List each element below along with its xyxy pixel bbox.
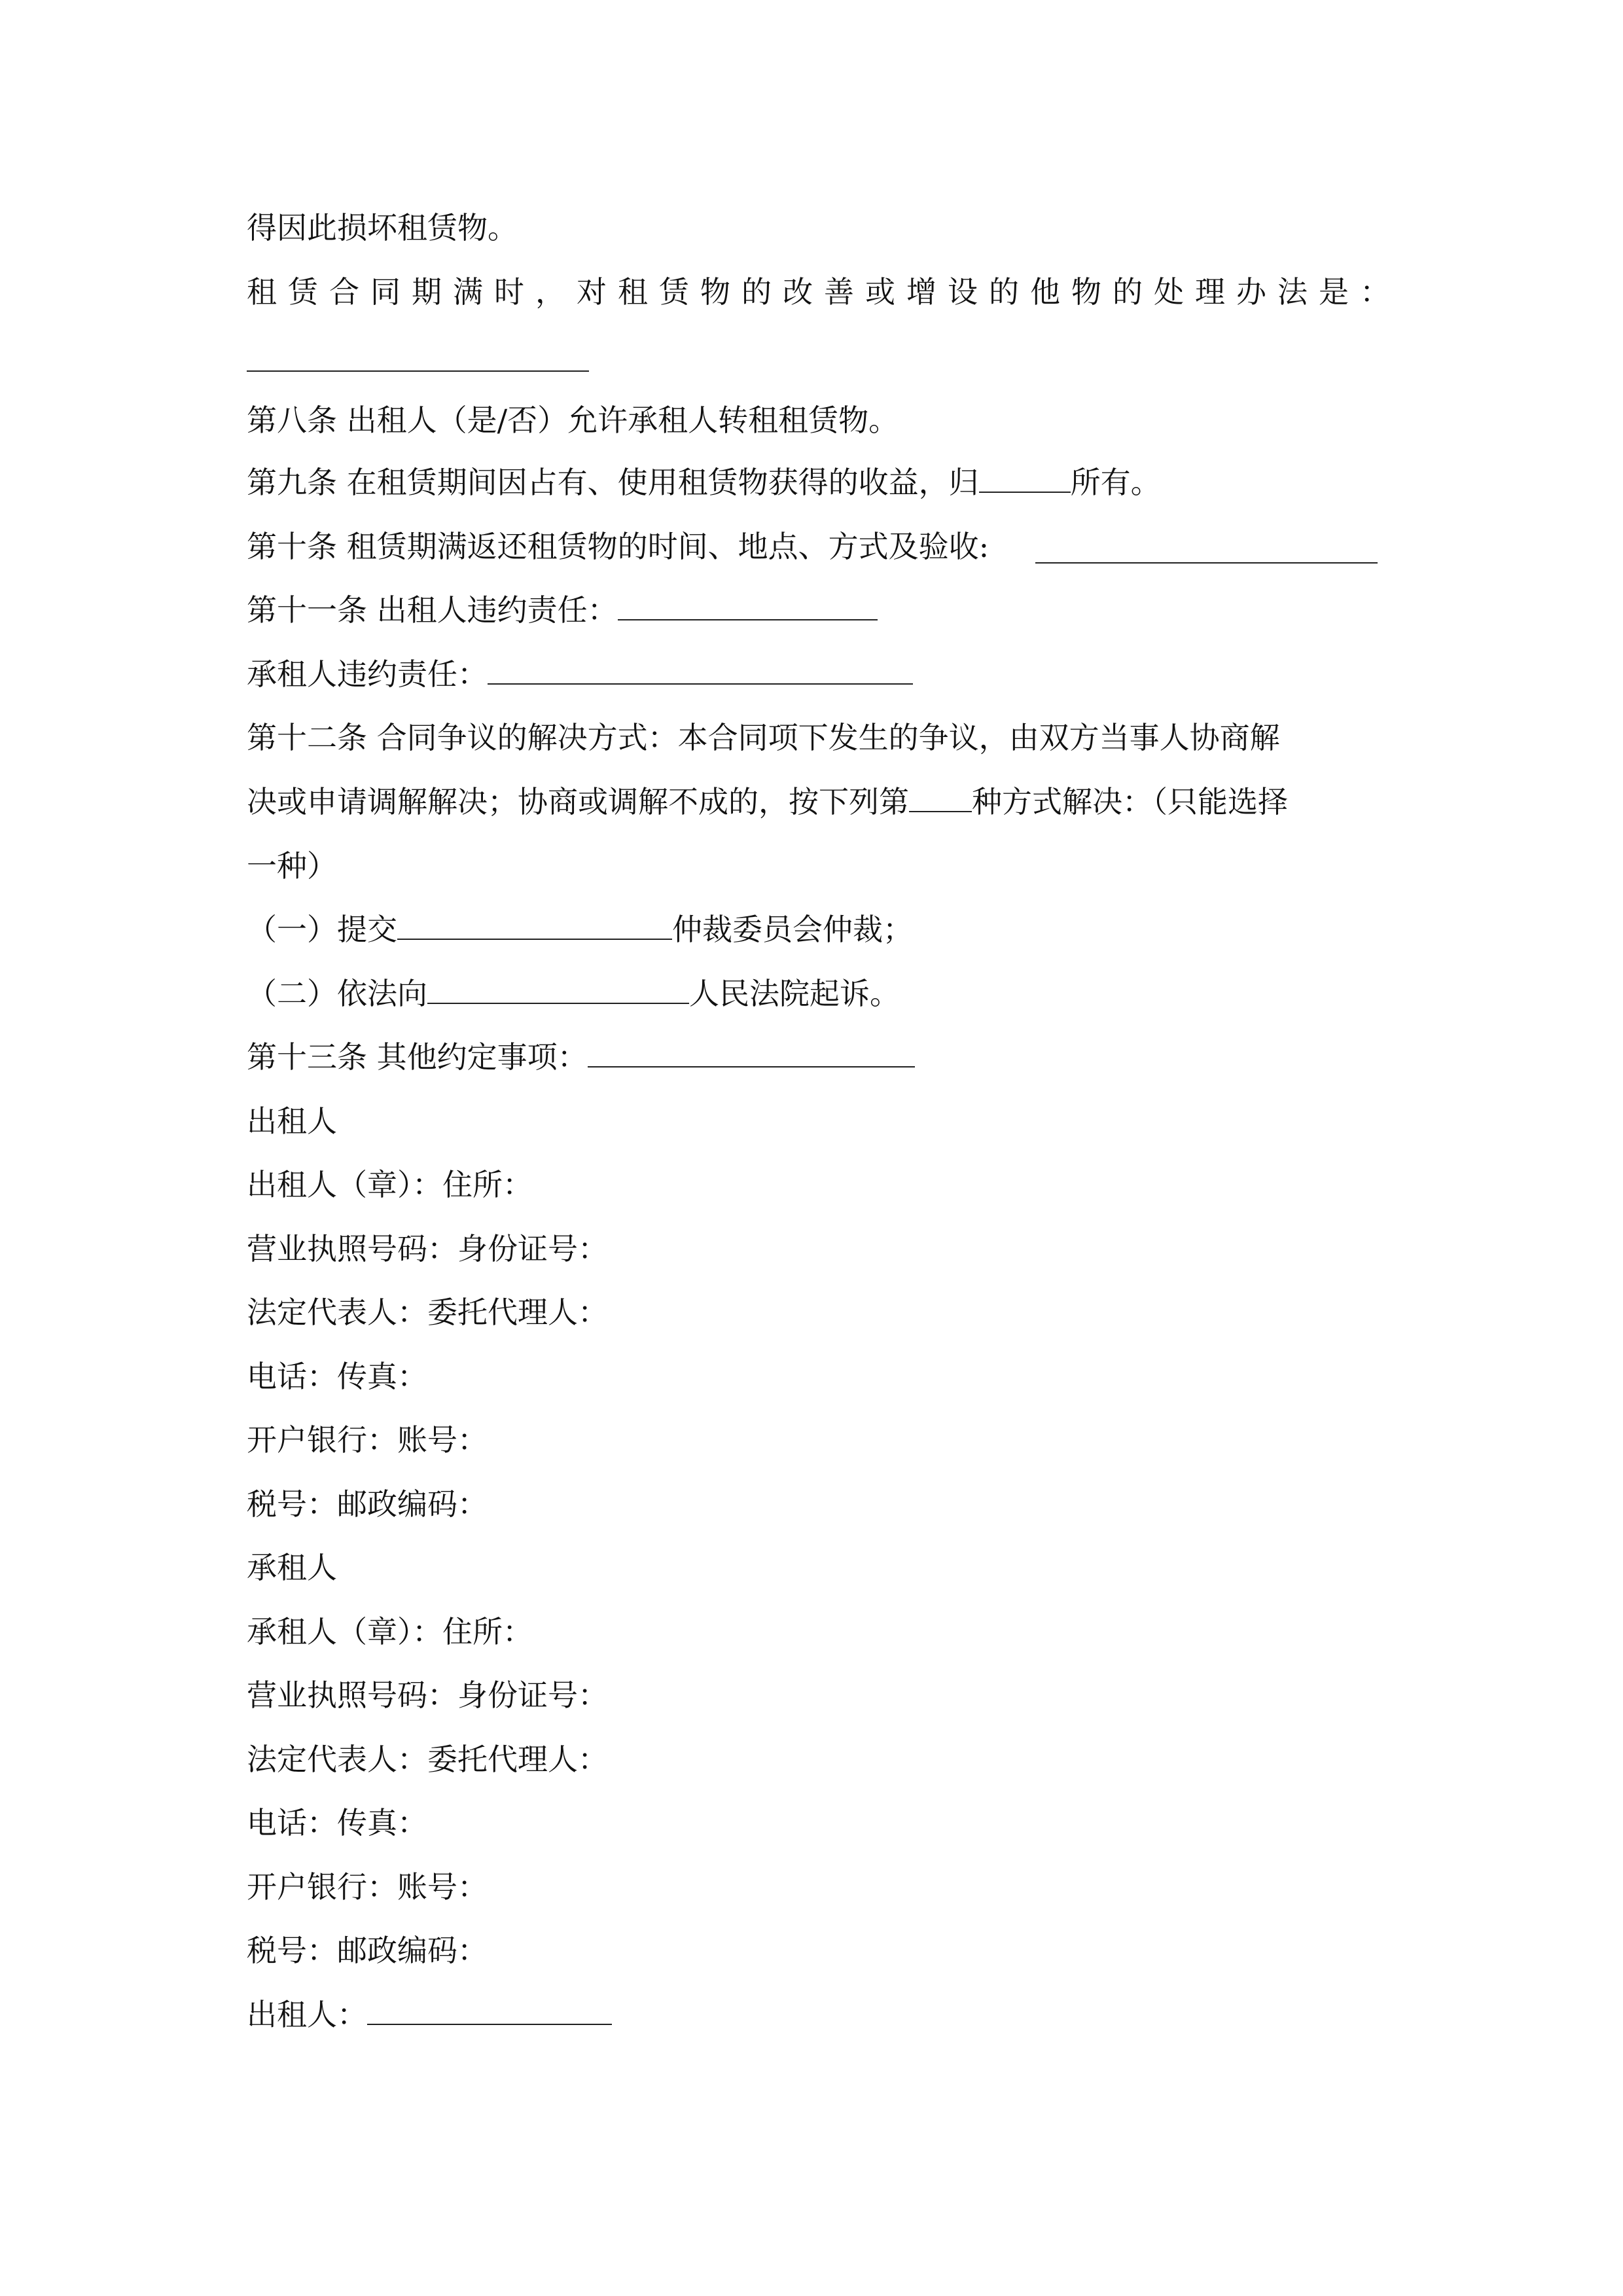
line-text: 税号：邮政编码： [247,1486,488,1522]
article-10 [247,527,989,566]
line-text: 开户银行：账号： [247,1422,488,1458]
arbitration-committee-blank [397,910,672,940]
line-text: 第九条 在租赁期间因占有、使用租赁物获得的收益，归 [247,465,979,500]
lessee-bank-account [247,1867,488,1907]
lessee-liability-blank [488,655,913,685]
lessor-representative [247,1293,608,1332]
article-12-line-1 [247,718,1280,757]
lessor-seal-address [247,1165,533,1204]
line-text: 承租人违约责任： [247,656,488,692]
article-13 [247,1037,915,1077]
article-9 [247,463,1161,502]
line-text: 承租人（章）：住所： [247,1614,533,1649]
income-owner-blank [979,463,1071,493]
line-text: 法定代表人：委托代理人： [247,1742,608,1777]
lessor-phone-fax [247,1357,427,1396]
line-text: 出租人（章）：住所： [247,1167,533,1202]
lessee-representative [247,1740,608,1779]
line-text: 营业执照号码：身份证号： [247,1231,608,1266]
lessor-heading [247,1102,337,1141]
improvement-blank-line [247,370,589,372]
line-text: 一种） [247,848,337,884]
lessor-signature-line [247,1995,612,2034]
court-option [247,974,900,1013]
text-line-improvement-clause [247,272,1401,312]
lessor-bank-account [247,1420,488,1460]
lessor-license-id [247,1229,608,1268]
line-text: 决或申请调解解决；协商或调解不成的，按下列第 [247,784,909,819]
line-text: 得因此损坏租赁物。 [247,210,518,245]
line-text: 第十一条 出租人违约责任： [247,592,618,628]
article-11 [247,590,878,630]
lessee-phone-fax [247,1803,427,1842]
line-text: 人民法院起诉。 [689,976,900,1011]
lessor-tax-postal [247,1484,488,1524]
line-text: 种方式解决：（只能选择 [972,784,1288,819]
line-text: 出租人： [247,1997,367,2032]
lessee-license-id [247,1676,608,1715]
line-text: 第十二条 合同争议的解决方式：本合同项下发生的争议，由双方当事人协商解 [247,720,1280,755]
line-text: 电话：传真： [247,1805,427,1840]
line-text: 租赁合同期满时，对租赁物的改善或增设的他物的处理办法是： [247,274,1401,310]
line-text: （一）提交 [247,912,397,947]
line-text: 开户银行：账号： [247,1869,488,1905]
lessor-signature-blank [367,1995,612,2025]
line-text: （二）依法向 [247,976,427,1011]
line-text: 出租人 [247,1103,337,1139]
other-matters-blank [588,1037,915,1067]
court-blank [427,974,689,1004]
line-text: 法定代表人：委托代理人： [247,1295,608,1330]
line-text: 第八条 出租人（是/否）允许承租人转租租赁物。 [247,403,899,438]
text-line-continuation [247,208,518,247]
line-text: 所有。 [1070,465,1161,500]
article-12-line-2 [247,782,1288,821]
lessee-seal-address [247,1612,533,1651]
line-text: 税号：邮政编码： [247,1933,488,1968]
line-text: 第十三条 其他约定事项： [247,1039,588,1075]
lessee-heading [247,1548,337,1587]
lessor-liability-blank [618,590,878,620]
article-8 [247,401,899,440]
line-text: 第十条 租赁期满返还租赁物的时间、地点、方式及验收: [247,529,990,564]
dispute-method-blank [909,782,972,812]
arbitration-option [247,910,913,949]
line-text: 电话：传真： [247,1359,427,1394]
lessee-liability [247,655,913,694]
line-text: 营业执照号码：身份证号： [247,1677,608,1713]
line-text: 仲裁委员会仲裁； [672,912,913,947]
line-text: 承租人 [247,1550,337,1585]
lessee-tax-postal [247,1931,488,1970]
article-12-line-3 [247,846,337,886]
return-details-blank-line [1035,562,1378,564]
